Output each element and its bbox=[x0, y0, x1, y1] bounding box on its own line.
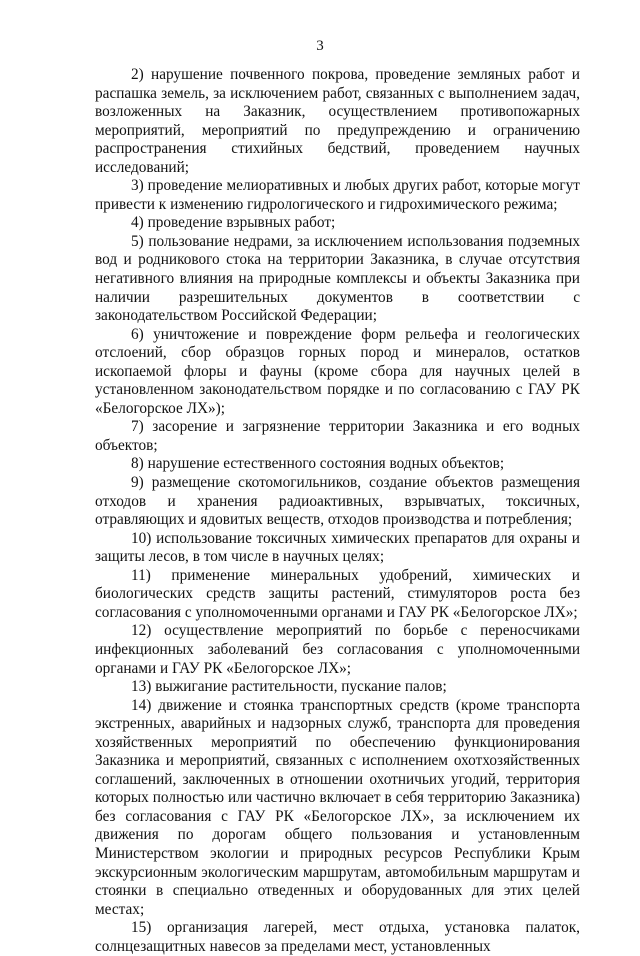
paragraph-item-8: 8) нарушение естественного состояния водных объектов; bbox=[131, 455, 505, 473]
page-number: 3 bbox=[316, 38, 324, 54]
paragraph-item-14: 14) движение и стоянка транспортных средств (кроме транспорта экстренных, аварийных и надзорных служб, транспорта для проведения хозяйственных мероприятий по обеспечению функционирования Заказника и мероприятий, связанных с исполнением охотхозяйственных соглашений, заключенных в отношении охотничьих угодий, территория которых полностью или частично включает в себя территорию Заказника) без согласования с ГАУ РК «Белогорское ЛХ», за исключением их движения по дорогам общего пользования и установленным Министерством экологии и природных ресурсов Республики Крым экскурсионным экологическим маршрутам, автомобильным маршрутам и стоянки в специально отведенных и оборудованных для этих целей местах; bbox=[95, 696, 580, 918]
paragraph-item-5: 5) пользование недрами, за исключением использования подземных вод и родникового стока на территории Заказника, в случае отсутствия негативного влияния на природные комплексы и объекты Заказника при наличии разрешительных документов в соответствии с законодательством Российской Федерации; bbox=[95, 232, 580, 325]
paragraph-item-13: 13) выжигание растительности, пускание палов; bbox=[131, 678, 447, 696]
paragraph-item-4: 4) проведение взрывных работ; bbox=[131, 214, 336, 232]
paragraph-item-11: 11) применение минеральных удобрений, химических и биологических средств защиты растений, стимуляторов роста без согласования с уполномоченными органами и ГАУ РК «Белогорское ЛХ»; bbox=[95, 566, 580, 621]
paragraph-item-9: 9) размещение скотомогильников, создание объектов размещения отходов и хранения радиоактивных, взрывчатых, токсичных, отравляющих и ядовитых веществ, отходов производства и потребления; bbox=[95, 474, 580, 529]
paragraph-item-15: 15) организация лагерей, мест отдыха, установка палаток, солнцезащитных навесов за пределами мест, установленных bbox=[95, 919, 580, 955]
paragraph-item-7: 7) засорение и загрязнение территории Заказника и его водных объектов; bbox=[95, 418, 580, 454]
paragraph-item-6: 6) уничтожение и повреждение форм рельефа и геологических отслоений, сбор образцов горных пород и минералов, остатков ископаемой флоры и фауны (кроме сбора для научных целей в установленном законодательством порядке и по согласованию с ГАУ РК «Белогорское ЛХ»); bbox=[95, 325, 580, 417]
document-body bbox=[95, 66, 580, 956]
paragraph-item-3: 3) проведение мелиоративных и любых других работ, которые могут привести к изменению гидрологического и гидрохимического режима; bbox=[95, 177, 580, 213]
paragraph-item-2: 2) нарушение почвенного покрова, проведение земляных работ и распашка земель, за исключением работ, связанных с выполнением задач, возложенных на Заказник, осуществлением противопожарных мероприятий, мероприятий по предупреждению и ограничению распространения стихийных бедствий, проведением научных исследований; bbox=[95, 66, 580, 176]
paragraph-item-12: 12) осуществление мероприятий по борьбе с переносчиками инфекционных заболеваний без согласования с уполномоченными органами и ГАУ РК «Белогорское ЛХ»; bbox=[95, 622, 580, 677]
paragraph-item-10: 10) использование токсичных химических препаратов для охраны и защиты лесов, в том числе в научных целях; bbox=[95, 529, 580, 566]
